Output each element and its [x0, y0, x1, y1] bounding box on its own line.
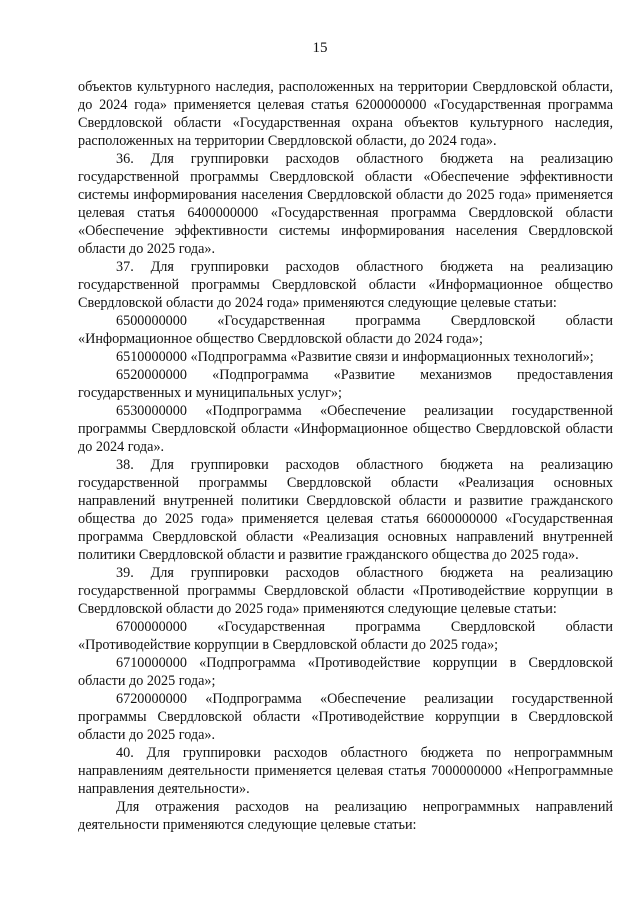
paragraph-38: 38. Для группировки расходов областного бюджета на реализацию государственной программы Свердловской области «Реализация основных направлений внутренней политики Свердловской области и развитие гражданского общества до 2025 года» применяется целевая статья 6600000000 «Государственная программа Свердловской области «Реализация основных направлений внутренней политики Свердловской области и развитие гражданского общества до 2025 года». — [78, 457, 613, 563]
paragraph-39-item-6720000000: 6720000000 «Подпрограмма «Обеспечение реализации государственной программы Свердловской области «Противодействие коррупции в Свердловской области до 2025 года». — [78, 691, 613, 743]
document-body — [78, 78, 613, 834]
paragraph-40: 40. Для группировки расходов областного бюджета по непрограммным направлениям деятельности применяется целевая статья 7000000000 «Непрограммные направления деятельности». — [78, 745, 613, 797]
paragraph-37-item-6510000000: 6510000000 «Подпрограмма «Развитие связи и информационных технологий»; — [116, 349, 594, 365]
paragraph-36: 36. Для группировки расходов областного бюджета на реализацию государственной программы Свердловской области «Обеспечение эффективности системы информирования населения Свердловской области до 2025 года» применяется целевая статья 6400000000 «Государственная программа Свердловской области «Обеспечение эффективности системы информирования населения Свердловской области до 2025 года». — [78, 151, 613, 257]
paragraph-39: 39. Для группировки расходов областного бюджета на реализацию государственной программы Свердловской области «Противодействие коррупции в Свердловской области до 2025 года» применяются следующие целевые статьи: — [78, 565, 613, 617]
paragraph-non-program: Для отражения расходов на реализацию непрограммных направлений деятельности применяются следующие целевые статьи: — [78, 799, 613, 833]
paragraph-continuation: объектов культурного наследия, расположенных на территории Свердловской области, до 2024 года» применяется целевая статья 6200000000 «Государственная программа Свердловской области «Государственная охрана объектов культурного наследия, расположенных на территории Свердловской области, до 2024 года». — [78, 79, 613, 149]
paragraph-39-item-6700000000: 6700000000 «Государственная программа Свердловской области «Противодействие коррупции в Свердловской области до 2025 года»; — [78, 619, 613, 653]
paragraph-37-item-6530000000: 6530000000 «Подпрограмма «Обеспечение реализации государственной программы Свердловской области «Информационное общество Свердловской области до 2024 года». — [78, 403, 613, 455]
page-number: 15 — [312, 40, 328, 56]
paragraph-37-item-6520000000: 6520000000 «Подпрограмма «Развитие механизмов предоставления государственных и муниципальных услуг»; — [78, 367, 613, 401]
paragraph-37-item-6500000000: 6500000000 «Государственная программа Свердловской области «Информационное общество Свердловской области до 2024 года»; — [78, 313, 613, 347]
paragraph-37: 37. Для группировки расходов областного бюджета на реализацию государственной программы Свердловской области «Информационное общество Свердловской области до 2024 года» применяются следующие целевые статьи: — [78, 259, 613, 311]
paragraph-39-item-6710000000: 6710000000 «Подпрограмма «Противодействие коррупции в Свердловской области до 2025 года»; — [78, 655, 613, 689]
